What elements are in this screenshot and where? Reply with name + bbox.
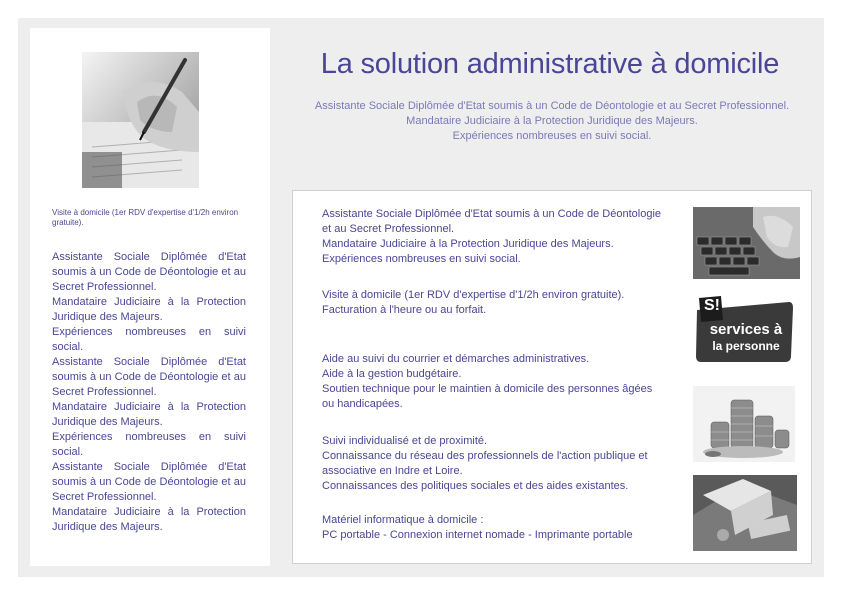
documents-photo	[693, 475, 797, 551]
block-line: Aide à la gestion budgétaire.	[322, 368, 462, 380]
logo-badge: S!	[704, 297, 720, 314]
block-line: Assistante Sociale Diplômée d'Etat soumis à un Code de Déontologie et au Secret Professionnel.	[322, 208, 662, 235]
block-line: Visite à domicile (1er RDV d'expertise d'1/2h environ gratuite).	[322, 289, 625, 301]
content-block-visit	[322, 288, 662, 318]
block-line: PC portable - Connexion internet nomade - Imprimante portable	[322, 529, 633, 541]
block-line: Matériel informatique à domicile :	[322, 514, 484, 526]
block-line: Soutien technique pour le maintien à domicile des personnes âgées ou handicapées.	[322, 383, 653, 410]
left-paragraph: Assistante Sociale Diplômée d'Etat soumis à un Code de Déontologie et au Secret Professionnel.	[52, 356, 246, 398]
subtitle-line: Expériences nombreuses en suivi social.	[452, 130, 652, 142]
block-line: Connaissances des politiques sociales et des aides existantes.	[322, 480, 629, 492]
logo-line1: services à	[709, 321, 783, 338]
page-title: La solution administrative à domicile	[320, 48, 780, 80]
block-line: Expériences nombreuses en suivi social.	[322, 253, 521, 265]
left-paragraph: Mandataire Judiciaire à la Protection Juridique des Majeurs.	[52, 401, 246, 428]
visit-note: Visite à domicile (1er RDV d'expertise d'1/2h environ gratuite).	[52, 208, 239, 227]
content-block-qualifications	[322, 207, 662, 267]
block-line: Facturation à l'heure ou au forfait.	[322, 304, 487, 316]
left-paragraph: Assistante Sociale Diplômée d'Etat soumis à un Code de Déontologie et au Secret Professionnel.	[52, 461, 246, 503]
left-text	[52, 250, 246, 535]
logo-line2: la personne	[712, 339, 780, 353]
left-paragraph: Expériences nombreuses en suivi social.	[52, 431, 246, 458]
writing-hand-photo	[82, 52, 199, 188]
subtitle-line: Assistante Sociale Diplômée d'Etat soumis à un Code de Déontologie et au Secret Professionnel.	[314, 100, 790, 112]
content-block-services	[322, 352, 662, 412]
left-paragraph: Mandataire Judiciaire à la Protection Juridique des Majeurs.	[52, 506, 246, 533]
block-line: Connaissance du réseau des professionnels de l'action publique et associative en Indre et Loire.	[322, 450, 648, 477]
left-paragraph: Mandataire Judiciaire à la Protection Juridique des Majeurs.	[52, 296, 246, 323]
block-line: Suivi individualisé et de proximité.	[322, 435, 488, 447]
left-paragraph: Expériences nombreuses en suivi social.	[52, 326, 246, 353]
subtitle-line: Mandataire Judiciaire à la Protection Juridique des Majeurs.	[406, 115, 698, 127]
block-line: Mandataire Judiciaire à la Protection Juridique des Majeurs.	[322, 238, 614, 250]
left-paragraph: Assistante Sociale Diplômée d'Etat soumis à un Code de Déontologie et au Secret Professionnel.	[52, 251, 246, 293]
services-a-la-personne-logo	[693, 296, 795, 366]
content-block-network	[322, 434, 662, 494]
coins-photo	[693, 386, 795, 462]
block-line: Aide au suivi du courrier et démarches administratives.	[322, 353, 590, 365]
page-subtitle	[282, 99, 822, 144]
content-block-equipment	[322, 513, 662, 543]
keyboard-photo	[693, 207, 800, 279]
